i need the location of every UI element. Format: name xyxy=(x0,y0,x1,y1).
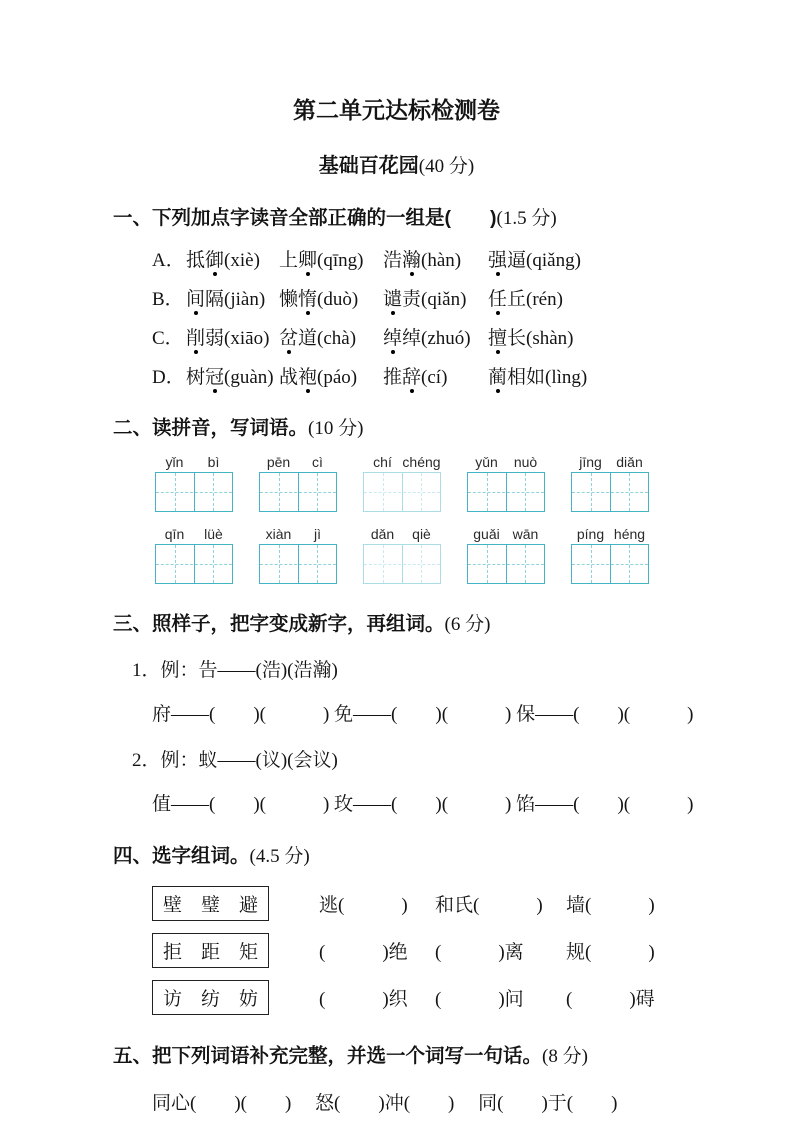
word-writing-group xyxy=(467,526,545,584)
word-with-pinyin xyxy=(383,362,488,389)
fill-blank-item: ( )绝 xyxy=(319,941,408,963)
word-writing-group xyxy=(363,454,441,512)
char-choice-box: 壁 璧 避 xyxy=(152,886,269,921)
fill-blank-item: 规( ) xyxy=(566,941,655,963)
char-choice-row xyxy=(152,884,793,922)
pinyin-syllable: xiàn xyxy=(265,526,292,542)
hanzi-char: 谴 xyxy=(383,284,402,311)
word-with-pinyin xyxy=(383,323,488,350)
tianzige-grid xyxy=(155,544,233,584)
word-with-pinyin xyxy=(488,362,587,389)
word-with-pinyin xyxy=(383,284,488,311)
q5-fill-line: 同心( )( ) 怒( )冲( ) 同( )于( ) xyxy=(152,1093,618,1114)
word-with-pinyin xyxy=(279,284,383,311)
q4-heading-text: 四、选字组词。 xyxy=(113,845,250,867)
fill-blank-item: 墙( ) xyxy=(566,894,655,916)
hanzi-char: 辞 xyxy=(402,362,421,389)
char-choice-row xyxy=(152,978,793,1016)
tianzige-grid xyxy=(155,472,233,512)
pinyin-labels xyxy=(155,454,233,470)
q4-heading xyxy=(113,840,793,868)
word-writing-group xyxy=(155,454,233,512)
pinyin-label: (guàn) xyxy=(224,367,274,388)
pinyin-syllable: nuò xyxy=(513,454,538,470)
fill-blank-item: ( )问 xyxy=(435,988,524,1010)
option-row xyxy=(152,362,793,388)
word-writing-group xyxy=(363,526,441,584)
page-title: 第二单元达标检测卷 xyxy=(293,97,500,123)
grid-dash-line xyxy=(260,564,336,565)
page-subtitle xyxy=(0,149,793,178)
option-row xyxy=(152,245,793,271)
word-with-pinyin xyxy=(186,323,279,350)
hanzi-char: 浩 xyxy=(383,250,403,271)
tianzige-grid xyxy=(571,544,649,584)
word-writing-group xyxy=(155,526,233,584)
option-label: A． xyxy=(152,250,185,271)
word-with-pinyin xyxy=(279,245,383,272)
hanzi-char: 强 xyxy=(488,245,507,272)
subtitle-points: (40 分) xyxy=(418,156,475,177)
pinyin-label: (qiǎn) xyxy=(421,289,467,310)
char-choice-box: 拒 距 矩 xyxy=(152,933,269,968)
pinyin-syllable: dǎn xyxy=(370,526,395,542)
pinyin-syllable: wān xyxy=(512,526,539,542)
q3-heading xyxy=(113,608,793,636)
pinyin-labels xyxy=(259,454,337,470)
grid-dash-line xyxy=(156,564,232,565)
q5-heading xyxy=(113,1040,793,1068)
q2-grids xyxy=(155,454,793,584)
pinyin-syllable: píng xyxy=(576,526,605,542)
word-with-pinyin xyxy=(488,245,581,272)
hanzi-char: 树 xyxy=(186,367,206,388)
pinyin-label: (hàn) xyxy=(421,250,462,271)
fill-blank-item: ( )离 xyxy=(435,941,524,963)
char-choice-box: 访 纺 妨 xyxy=(152,980,269,1015)
hanzi-char: 上 xyxy=(279,250,299,271)
word-with-pinyin xyxy=(279,362,383,389)
hanzi-char: 瀚 xyxy=(402,245,421,272)
word-with-pinyin xyxy=(383,245,488,272)
hanzi-char: 蔺 xyxy=(488,362,507,389)
pinyin-label: (shàn) xyxy=(526,328,574,349)
pinyin-syllable: guǎi xyxy=(473,526,500,542)
hanzi-char: 隔 xyxy=(205,289,225,310)
q3-example-1: 1．例：告——(浩)(浩瀚) xyxy=(132,660,338,681)
hanzi-char: 绰 xyxy=(383,323,402,350)
pinyin-syllable: chí xyxy=(373,454,392,470)
grid-dash-line xyxy=(364,492,440,493)
q2-points: (10 分) xyxy=(308,418,364,439)
pinyin-labels xyxy=(571,454,649,470)
pinyin-label: (qiǎng) xyxy=(526,250,581,271)
word-with-pinyin xyxy=(279,323,383,350)
pinyin-syllable: yǔn xyxy=(475,454,498,470)
pinyin-syllable: diǎn xyxy=(616,454,643,470)
pinyin-syllable: qiè xyxy=(412,526,431,542)
word-writing-group xyxy=(467,454,545,512)
q3-example-2: 2．例：蚁——(议)(会议) xyxy=(132,750,338,771)
tianzige-grid xyxy=(467,472,545,512)
hanzi-char: 推 xyxy=(383,367,403,388)
word-with-pinyin xyxy=(186,284,279,311)
hanzi-char: 擅 xyxy=(488,323,507,350)
pinyin-label: (cí) xyxy=(421,367,448,388)
hanzi-char: 弱 xyxy=(205,328,225,349)
pinyin-syllable: lüè xyxy=(204,526,223,542)
option-row xyxy=(152,284,793,310)
word-writing-group xyxy=(259,526,337,584)
hanzi-char: 责 xyxy=(402,289,422,310)
pinyin-label: (páo) xyxy=(317,367,358,388)
q3-heading-text: 三、照样子，把字变成新字，再组词。 xyxy=(113,613,445,635)
word-writing-group xyxy=(571,526,649,584)
tianzige-grid xyxy=(363,472,441,512)
q3-fill-line-1: 府——( )( ) 免——( )( ) 保——( )( ) xyxy=(152,704,694,725)
pinyin-label: (xiāo) xyxy=(224,328,270,349)
pinyin-syllable: yǐn xyxy=(165,454,184,470)
subtitle-text: 基础百花园 xyxy=(318,155,419,177)
pinyin-syllable: jì xyxy=(314,526,321,542)
pinyin-label: (zhuó) xyxy=(421,328,471,349)
option-label: B． xyxy=(152,289,184,310)
q4-points: (4.5 分) xyxy=(249,846,310,867)
tianzige-grid xyxy=(259,472,337,512)
hanzi-char: 逼 xyxy=(507,250,527,271)
q1-heading-text: 一、下列加点字读音全部正确的一组是( ) xyxy=(113,207,497,229)
hanzi-char: 抵 xyxy=(186,250,206,271)
hanzi-char: 卿 xyxy=(298,245,317,272)
hanzi-char: 御 xyxy=(205,245,224,272)
pinyin-label: (duò) xyxy=(317,289,359,310)
hanzi-char: 冠 xyxy=(205,362,224,389)
pinyin-labels xyxy=(363,454,441,470)
q1-options xyxy=(152,245,793,388)
grid-dash-line xyxy=(572,564,648,565)
hanzi-char: 道 xyxy=(298,328,318,349)
tianzige-grid xyxy=(363,544,441,584)
word-writing-group xyxy=(259,454,337,512)
tianzige-grid xyxy=(467,544,545,584)
word-with-pinyin xyxy=(186,362,279,389)
hanzi-char: 长 xyxy=(507,328,527,349)
pinyin-labels xyxy=(571,526,649,542)
grid-dash-line xyxy=(364,564,440,565)
word-writing-group xyxy=(571,454,649,512)
hanzi-char: 惰 xyxy=(298,284,317,311)
pinyin-label: (rén) xyxy=(526,289,563,310)
pinyin-labels xyxy=(259,526,337,542)
grid-dash-line xyxy=(572,492,648,493)
grid-dash-line xyxy=(260,492,336,493)
hanzi-char: 岔 xyxy=(279,323,298,350)
fill-blank-item: 逃( ) xyxy=(319,894,408,916)
tianzige-grid xyxy=(259,544,337,584)
hanzi-char: 绰 xyxy=(402,328,422,349)
fill-blank-item: 和氏( ) xyxy=(435,894,543,916)
pinyin-labels xyxy=(467,454,545,470)
hanzi-char: 相 xyxy=(507,367,527,388)
hanzi-char: 如 xyxy=(526,367,546,388)
q5-points: (8 分) xyxy=(542,1046,588,1067)
pinyin-syllable: cì xyxy=(312,454,323,470)
pinyin-syllable: chéng xyxy=(402,454,441,470)
pinyin-labels xyxy=(155,526,233,542)
pinyin-grid-row xyxy=(155,454,793,512)
fill-blank-item: ( )织 xyxy=(319,988,408,1010)
option-label: D． xyxy=(152,367,185,388)
fill-blank-item: ( )碍 xyxy=(566,988,655,1010)
option-row xyxy=(152,323,793,349)
tianzige-grid xyxy=(571,472,649,512)
grid-dash-line xyxy=(468,492,544,493)
hanzi-char: 懒 xyxy=(279,289,299,310)
word-with-pinyin xyxy=(488,323,574,350)
q1-heading xyxy=(113,202,793,230)
grid-dash-line xyxy=(468,564,544,565)
pinyin-syllable: héng xyxy=(613,526,646,542)
pinyin-syllable: pēn xyxy=(266,454,291,470)
pinyin-label: (chà) xyxy=(317,328,357,349)
pinyin-label: (qīng) xyxy=(317,250,364,271)
word-with-pinyin xyxy=(186,245,279,272)
hanzi-char: 战 xyxy=(279,367,299,388)
pinyin-syllable: jīng xyxy=(579,454,602,470)
option-label: C． xyxy=(152,328,184,349)
word-with-pinyin xyxy=(488,284,563,311)
q5-heading-text: 五、把下列词语补充完整，并选一个词写一句话。 xyxy=(113,1045,543,1067)
q3-fill-line-2: 值——( )( ) 玫——( )( ) 馅——( )( ) xyxy=(152,794,694,815)
pinyin-label: (jiàn) xyxy=(224,289,266,310)
hanzi-char: 丘 xyxy=(507,289,527,310)
grid-dash-line xyxy=(156,492,232,493)
q2-heading xyxy=(113,412,793,440)
q1-points: (1.5 分) xyxy=(496,208,557,229)
pinyin-syllable: qīn xyxy=(164,526,185,542)
pinyin-label: (lìng) xyxy=(545,367,588,388)
q3-points: (6 分) xyxy=(444,614,491,635)
hanzi-char: 间 xyxy=(186,284,205,311)
hanzi-char: 任 xyxy=(488,284,507,311)
q4-rows xyxy=(0,884,793,1016)
pinyin-labels xyxy=(467,526,545,542)
pinyin-grid-row xyxy=(155,526,793,584)
char-choice-row xyxy=(152,931,793,969)
pinyin-labels xyxy=(363,526,441,542)
hanzi-char: 袍 xyxy=(298,362,317,389)
q2-heading-text: 二、读拼音，写词语。 xyxy=(113,417,309,439)
hanzi-char: 削 xyxy=(186,323,205,350)
pinyin-syllable: bì xyxy=(207,454,220,470)
pinyin-label: (xiè) xyxy=(224,250,260,271)
